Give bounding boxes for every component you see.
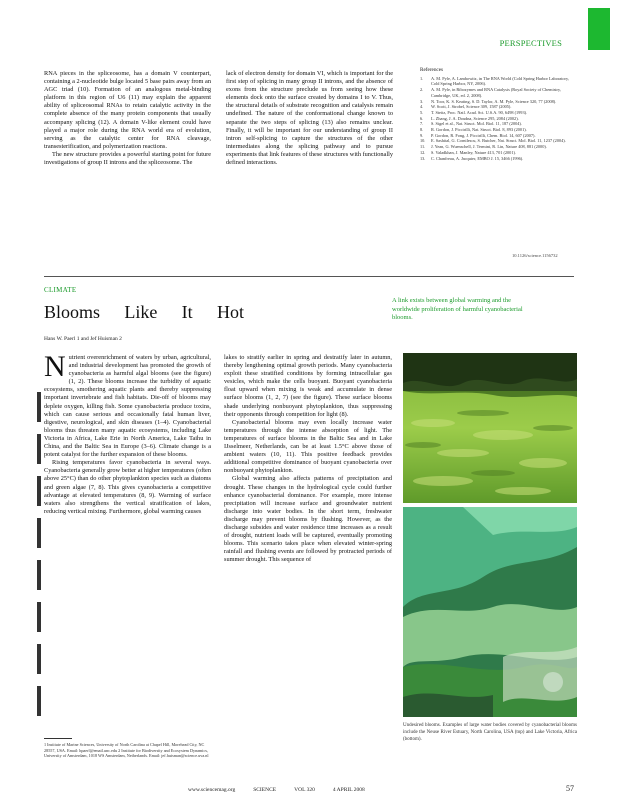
reference-text: R. Gordon, J. Piccirilli, Nat. Struct. Biol. 8, 893 (2001). xyxy=(431,127,527,133)
reference-text: A. M. Pyle, A. Lambowitz, in The RNA World (Cold Spring Harbor Laboratory, Cold Spring Harbor, NY, 2006). xyxy=(431,75,569,87)
page-number: 57 xyxy=(566,784,574,793)
reference-number: 5. xyxy=(420,109,424,115)
reference-number: 7. xyxy=(420,121,424,127)
footer-url: www.sciencemag.org xyxy=(188,787,236,793)
reference-text: L. Zhang, J. A. Doudna, Science 295, 2084 (2002). xyxy=(431,115,519,121)
reference-number: 2. xyxy=(420,87,424,93)
reference-text: N. Toor, K. S. Keating, S. D. Taylor, A. M. Pyle, Science 320, 77 (2008). xyxy=(431,98,557,104)
article-column-2 xyxy=(224,354,392,564)
reference-item xyxy=(420,76,570,87)
article-kicker: CLIMATE xyxy=(44,286,77,294)
headline-word: Blooms xyxy=(44,302,101,322)
reference-number: 10. xyxy=(420,138,426,144)
section-header: PERSPECTIVES xyxy=(499,38,562,48)
paragraph: Cyanobacterial blooms may even locally increase water temperatures through the intense absorption of light. The temperatures of surface blooms in the Baltic Sea and in Lake IJsselmeer, Netherlands, can be at least 1.5°C above those of ambient waters (10, 11). This positive feedback provides additional competitive dominance of buoyant cyanobacteria over nonbuoyant phytoplankton. xyxy=(224,418,392,475)
references-list xyxy=(420,68,570,161)
footer-date: 4 APRIL 2008 xyxy=(332,787,365,793)
paragraph-text: utrient overenrichment of waters by urban, agricultural, and industrial development has promoted the growth of cyanobacteria as harmful algal blooms (see the figure) (1, 2). These blooms increase the turbidity of aquatic ecosystems, smothering aquatic plants and thereby suppressing important invertebrate and fish habitats. Die-off of blooms may deplete oxygen, killing fish. Some cyanobacteria produce toxins, which can cause serious and occasionally fatal human liver, digestive, neurological, and skin diseases (1–4). Cyanobacterial blooms thus threaten many aquatic ecosystems, including Lake Victoria in Africa, Lake Erie in North America, Lake Taihu in China, and the Baltic Sea in Europe (3–6). Climate change is a potent catalyst for the further expansion of these blooms. xyxy=(44,354,211,459)
article-divider xyxy=(44,276,574,277)
reference-text: S. Valadkhan, J. Manley, Nature 413, 701 (2001). xyxy=(431,149,516,155)
headline-word: It xyxy=(181,302,193,322)
article-authors: Hans W. Paerl 1 and Jef Huisman 2 xyxy=(44,336,122,342)
bloom-photo-neuse-river xyxy=(403,353,577,503)
reference-item xyxy=(420,156,570,162)
pull-quote: A link exists between global warming and the worldwide proliferation of harmful cyanobacterial blooms. xyxy=(392,297,523,322)
paragraph: Global warming also affects patterns of precipitation and drought. These changes in the hydrological cycle could further enhance cyanobacterial dominance. For example, more intense precipitation will increase surface and groundwater nutrient discharge into water bodies. In the short term, freshwater discharge may prevent blooms by flushing. However, as the discharge subsides and water residence time increases as a result of drought, nutrient loads will be captured, eventually promoting blooms. This scenario takes place when elevated winter-spring rainfall and flushing events are followed by protracted periods of summer drought. This sequence of xyxy=(224,475,392,564)
figure-caption: Undesired blooms. Examples of large water bodies covered by cyanobacterial blooms include the Neuse River Estuary, North Carolina, USA (top) and Lake Victoria, Africa (bottom). xyxy=(403,723,577,742)
references-title: References xyxy=(420,67,444,73)
reference-number: 1. xyxy=(420,75,424,81)
section-color-tab xyxy=(588,8,610,50)
headline-word: Like xyxy=(124,302,158,322)
reference-number: 8. xyxy=(420,127,424,133)
reference-number: 9. xyxy=(420,132,424,138)
reference-number: 13. xyxy=(420,155,426,161)
reference-number: 6. xyxy=(420,115,424,121)
article-column-1 xyxy=(44,350,211,516)
reference-text: P. Gordon, R. Fong, J. Piccirilli, Chem. Biol. 14, 607 (2007). xyxy=(431,132,536,138)
paragraph: The new structure provides a powerful starting point for future investigations of group II introns and the spliceosome. The xyxy=(44,150,211,167)
reference-text: T. Steitz, Proc. Natl. Acad. Sci. U.S.A. 90, 6498 (1993). xyxy=(431,109,528,115)
footnote-rule xyxy=(44,738,72,739)
footer-journal: SCIENCE xyxy=(253,787,277,793)
paragraph xyxy=(44,350,211,459)
reference-text: J. Yean, G. Wuenschell, J. Termini, R. Lin, Nature 408, 881 (2000). xyxy=(431,144,547,150)
article-headline xyxy=(44,302,244,323)
paragraph: RNA pieces in the spliceosome, has a domain V counterpart, containing a 2-nucleotide bulge located 5 base pairs away from an AGC triad (10). Formation of an analogous metal-binding platform in this region of U6 (11) may explain the apparent ability of spliceosomal RNAs to retain catalytic activity in the complete absence of the many protein components that usually accompany splicing (12). A domain V-like element could have played a major role during the RNA world era of evolution, serving as the catalytic center for RNA cleavage, transesterification, and polymerization reactions. xyxy=(44,70,211,150)
reference-text: A. M. Pyle, in Ribozymes and RNA Catalysis (Royal Society of Chemistry, Cambridge, UK, ed. 2, 2008). xyxy=(431,87,561,98)
paragraph: lakes to stratify earlier in spring and destratify later in autumn, thereby lengthening optimal growth periods. Many cyanobacteria exploit these stratified conditions by forming intracellular gas vesicles, which make the cells buoyant. Buoyant cyanobacteria float upward when mixing is weak and accumulate in dense surface blooms (1, 2, 7) (see the figure). These surface blooms shade underlying nonbuoyant phytoplankton, thus suppressing their opponents through competition for light (8). xyxy=(224,354,392,418)
paragraph: Rising temperatures favor cyanobacteria in several ways. Cyanobacteria generally grow better at higher temperatures (often above 25°C) than do other phytoplankton species such as diatoms and green algae (7, 8). This gives cyanobacteria a competitive advantage at elevated temperatures (8, 9). Warming of surface waters also strengthens the vertical stratification of lakes, reducing vertical mixing. Furthermore, global warming causes xyxy=(44,459,211,515)
reference-item xyxy=(420,87,570,98)
footer-volume: VOL 320 xyxy=(294,787,315,793)
bloom-photo-lake-victoria xyxy=(403,507,577,717)
author-affiliations: 1 Institute of Marine Sciences, University of North Carolina at Chapel Hill, Morehead City, NC 28557, USA. Email: hpaerl@email.unc.edu 2 Institute for Biodiversity and Ecosystem Dynamics, University of Amsterdam, 1018 WS Amsterdam, Netherlands. Email: jef.huisman@science.uva.nl xyxy=(44,742,209,758)
reference-number: 3. xyxy=(420,98,424,104)
doi-line: 10.1126/science.1156732 xyxy=(512,253,558,258)
reference-text: C. Chanfreau, A. Jacquier, EMBO J. 15, 3466 (1996). xyxy=(431,155,524,161)
drop-cap: N xyxy=(44,350,66,383)
headline-word: Hot xyxy=(217,302,244,322)
reference-number: 4. xyxy=(420,104,424,110)
page-footer xyxy=(188,787,365,793)
reference-number: 12. xyxy=(420,149,426,155)
reference-number: 11. xyxy=(420,144,426,150)
reference-text: E. Sashital, G. Cornilescu, S. Butcher, Nat. Struct. Mol. Biol. 11, 1237 (2004). xyxy=(431,138,566,144)
top-article-column-1 xyxy=(44,70,211,167)
paragraph: lack of electron density for domain VI, which is important for the first step of splicing in many group II introns, and the absence of exons from the structure preclude us from seeing how these elements dock onto the surface created by domains I to V. Thus, the structural details of substrate recognition and catalysis remain undefined. The nature of the conformational change known to separate the two steps of splicing (13) also remains unclear. Finally, it will be important for our understanding of group II intron self-splicing to capture the structures of the other intermediates along the splicing pathway and to pursue experiments that link features of these structures with functionally defined interactions. xyxy=(226,70,393,167)
reference-text: W. Scott, J. Strobel, Science 309, 1587 (2005). xyxy=(431,104,512,110)
reference-text: S. Sigel et al., Nat. Struct. Mol. Biol. 11, 187 (2004). xyxy=(431,121,522,127)
top-article-column-2 xyxy=(226,70,393,167)
side-stripe-decoration xyxy=(37,392,41,735)
